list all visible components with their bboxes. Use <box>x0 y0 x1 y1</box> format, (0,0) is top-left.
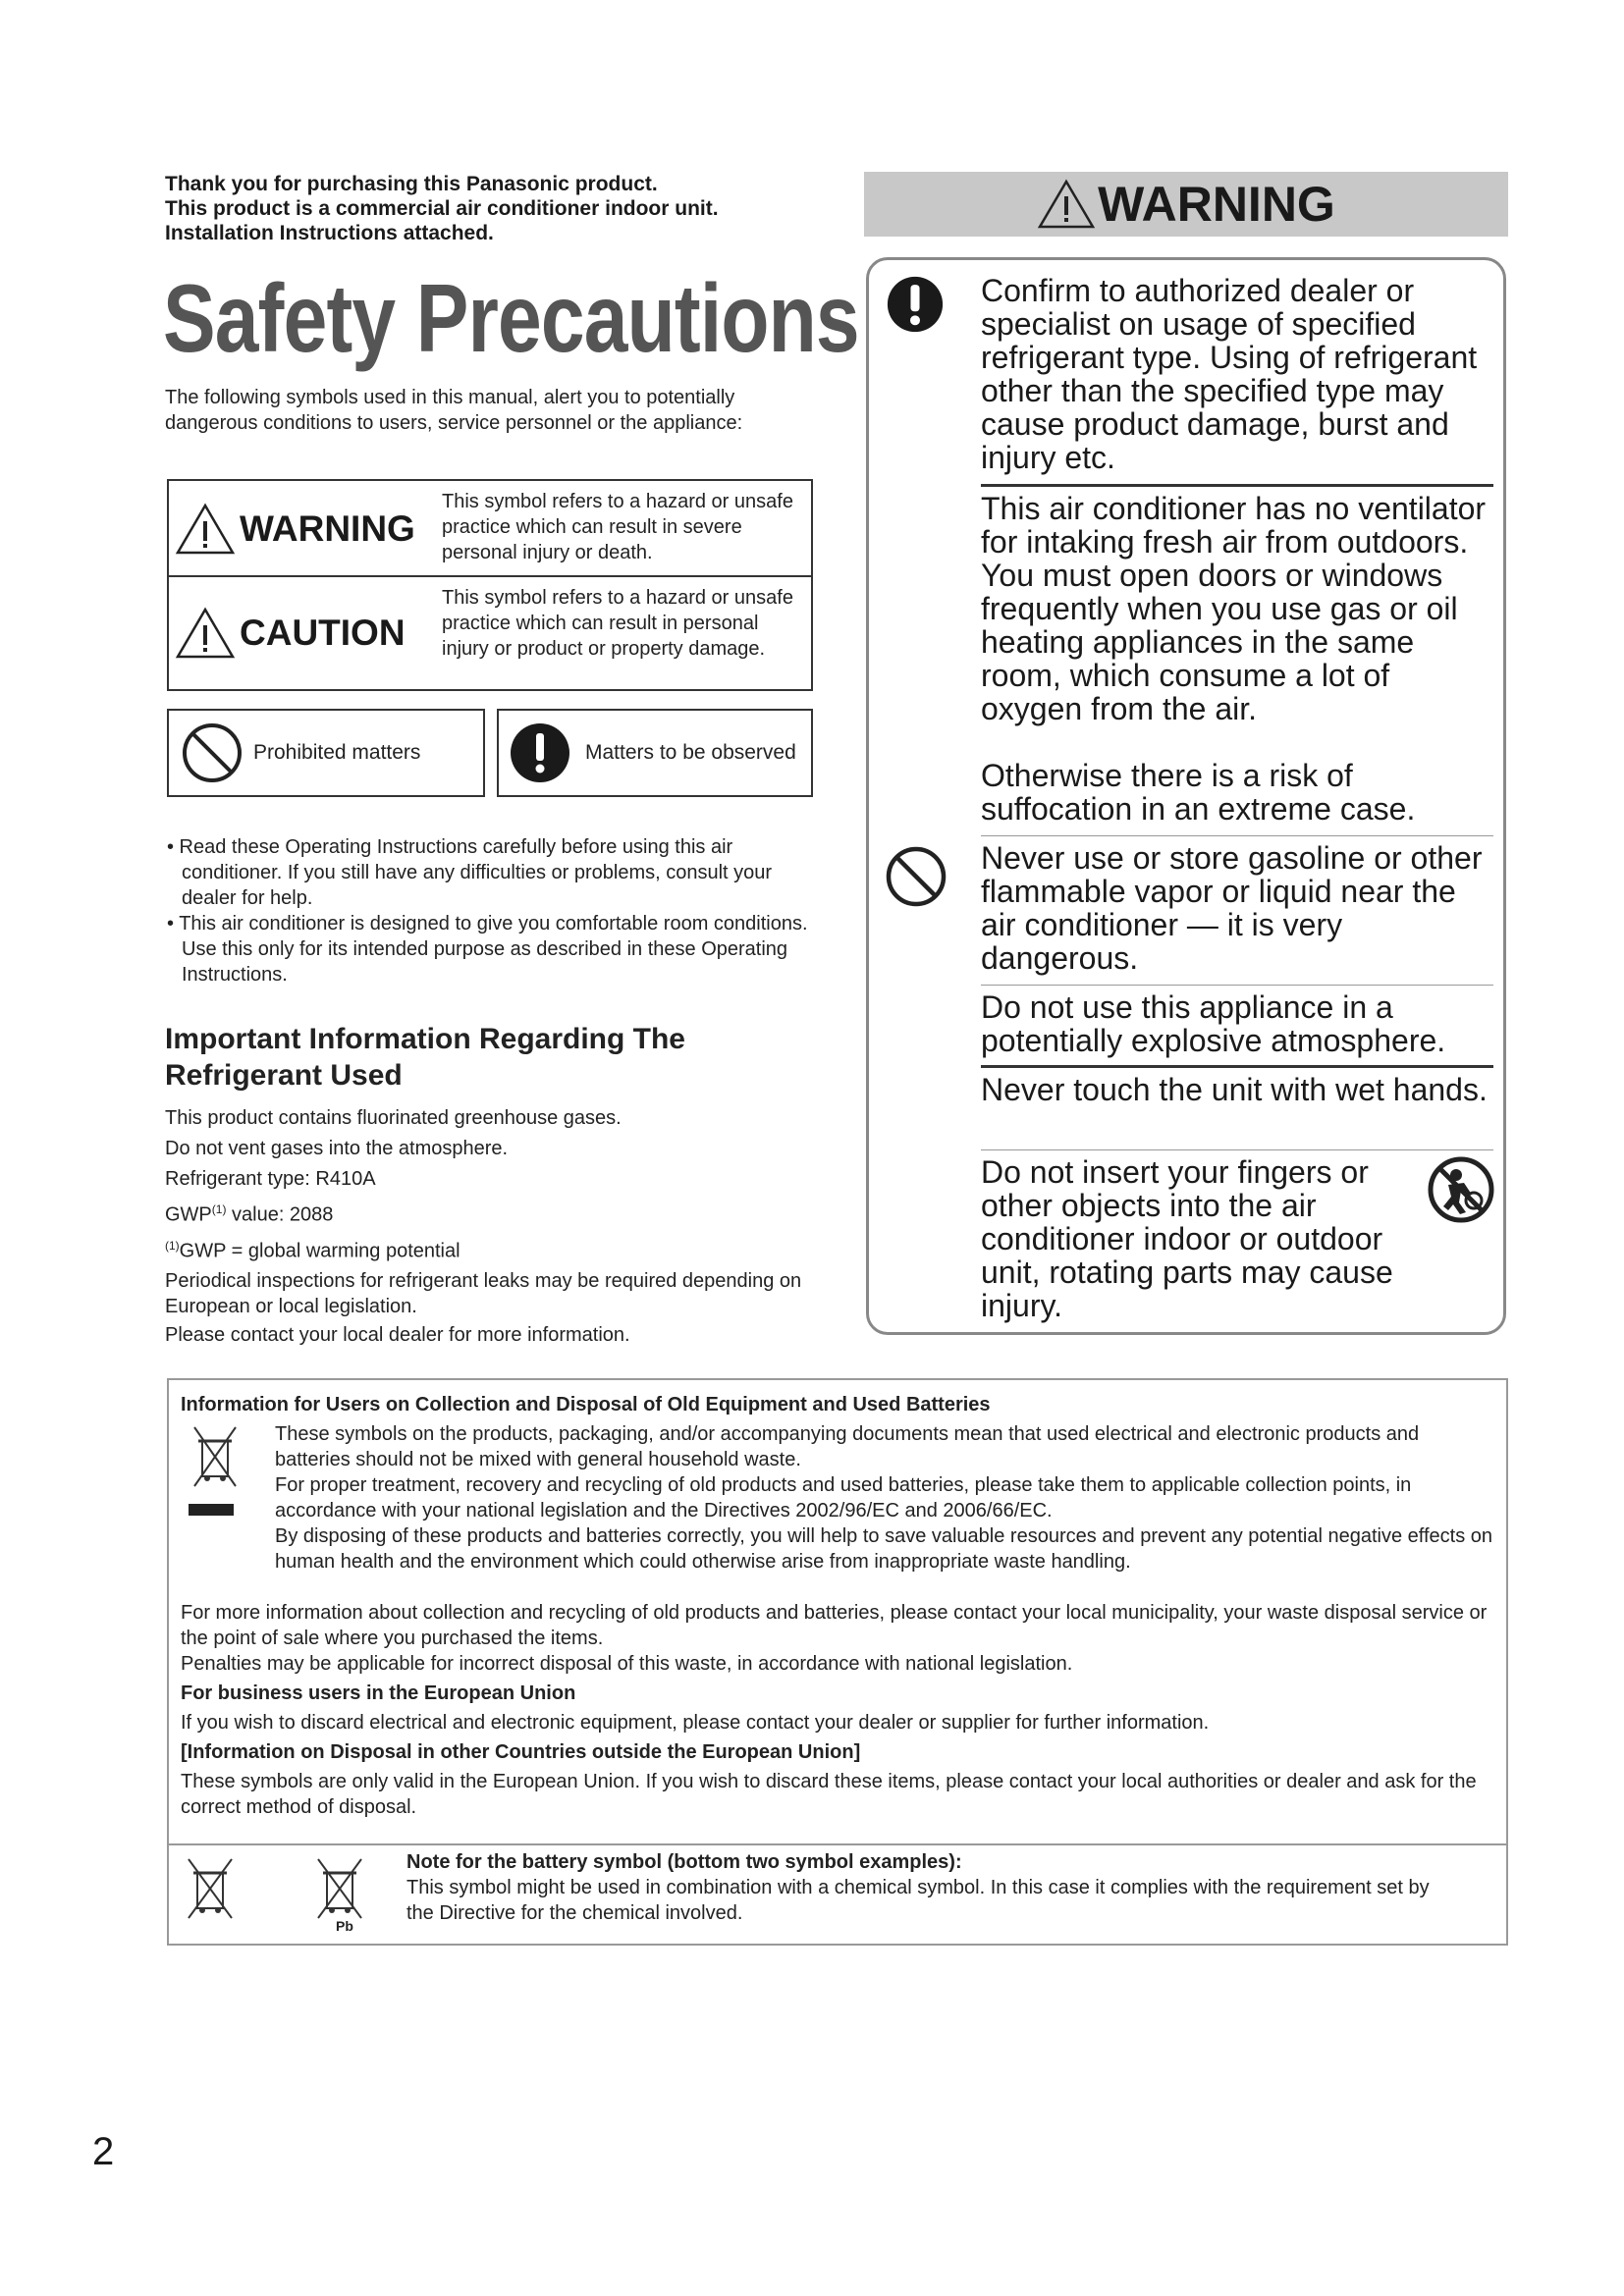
bullet-list <box>167 834 815 988</box>
outside-eu-heading: [Information on Disposal in other Countries outside the European Union] <box>181 1741 861 1763</box>
disposal-paragraph: Penalties may be applicable for incorrect disposal of this waste, in accordance with national legislation. <box>181 1653 1073 1675</box>
prohibited-icon <box>885 845 947 908</box>
gwp-number: value: 2088 <box>226 1203 334 1226</box>
warning-item: Never use or store gasoline or other flammable vapor or liquid near the air conditioner — it is very dangerous. <box>981 840 1483 976</box>
prohibited-label: Prohibited matters <box>253 741 421 764</box>
mandatory-icon <box>509 721 571 784</box>
list-item: • This air conditioner is designed to give you comfortable room conditions. Use this only for its intended purpose as described in these Operating Instructions. <box>167 913 808 986</box>
warning-label <box>175 503 415 556</box>
symbols-intro: The following symbols used in this manual, alert you to potentially dangerous conditions to users, service personnel or the appliance: <box>165 387 743 434</box>
battery-note-text: This symbol might be used in combination with a chemical symbol. In this case it complies with the requirement set by the Directive for the chemical involved. <box>406 1877 1430 1924</box>
gwp-footnote <box>165 1231 813 1267</box>
divider <box>981 985 1493 986</box>
page-title: Safety Precautions <box>163 264 859 372</box>
weee-bin-icon <box>181 1853 240 1924</box>
warning-heading <box>864 172 1508 237</box>
caution-row <box>169 575 811 691</box>
intro-line: Installation Instructions attached. <box>165 222 494 244</box>
observed-legend <box>497 709 813 797</box>
warning-label-text: WARNING <box>240 508 415 549</box>
divider <box>981 1149 1493 1150</box>
footnote-text: GWP = global warming potential <box>179 1240 460 1262</box>
disposal-paragraph: By disposing of these products and batteries correctly, you will help to save valuable resources and prevent any potential negative effects on human health and the environment which could otherwise arise from inappropriate waste handling. <box>275 1525 1492 1573</box>
warning-item: Never touch the unit with wet hands. <box>981 1072 1488 1107</box>
disposal-info-box <box>167 1378 1508 1946</box>
divider <box>981 1065 1493 1068</box>
warning-item: Otherwise there is a risk of suffocation in an extreme case. <box>981 758 1416 827</box>
observed-label: Matters to be observed <box>585 741 796 764</box>
divider <box>981 835 1493 836</box>
disposal-paragraph: For proper treatment, recovery and recycling of old products and used batteries, please take them to applicable collection points, in accordance with your national legislation and the Directives 2002/96/EC and 2006/66/EC. <box>275 1474 1412 1522</box>
intro-text <box>165 172 833 245</box>
warning-item: Confirm to authorized dealer or specialist on usage of specified refrigerant type. Using of refrigerant other than the specified type may cause product damage, burst and injury etc. <box>981 273 1478 475</box>
outside-eu-text: These symbols are only valid in the European Union. If you wish to discard these items, please contact your local authorities or dealer and ask for the correct method of disposal. <box>181 1771 1477 1818</box>
business-heading: For business users in the European Union <box>181 1682 576 1704</box>
disposal-heading: Information for Users on Collection and Disposal of Old Equipment and Used Batteries <box>181 1394 991 1415</box>
prohibited-icon <box>181 721 244 784</box>
refrigerant-info <box>165 1103 813 1347</box>
warning-item: This air conditioner has no ventilator for intaking fresh air from outdoors. You must open doors or windows frequently when you use gas or oil heating appliances in the same room, which consume a lot of oxygen from the air. <box>981 491 1487 726</box>
disposal-paragraph: For more information about collection and recycling of old products and batteries, please contact your local municipality, your waste disposal service or the point of sale where you purchased the items. <box>181 1602 1488 1649</box>
warning-description: This symbol refers to a hazard or unsafe practice which can result in severe personal injury or death. <box>442 491 793 563</box>
gwp-sup: (1) <box>211 1202 227 1216</box>
no-touch-rotating-parts-icon <box>1427 1155 1495 1224</box>
gwp-prefix: GWP <box>165 1203 212 1226</box>
battery-note-heading: Note for the battery symbol (bottom two symbol examples): <box>406 1851 962 1873</box>
intro-line: This product is a commercial air conditioner indoor unit. <box>165 197 719 220</box>
weee-bin-icon <box>183 1421 242 1529</box>
refrigerant-line: This product contains fluorinated greenhouse gases. <box>165 1107 622 1129</box>
business-text: If you wish to discard electrical and electronic equipment, please contact your dealer or supplier for further information. <box>181 1712 1210 1734</box>
refrigerant-line: Do not vent gases into the atmosphere. <box>165 1138 509 1159</box>
refrigerant-type: Refrigerant type: R410A <box>165 1168 376 1190</box>
warning-panel <box>866 257 1506 1335</box>
refrigerant-heading: Important Information Regarding The Refrigerant Used <box>165 1023 685 1092</box>
list-item: • Read these Operating Instructions carefully before using this air conditioner. If you still have any difficulties or problems, consult your dealer for help. <box>167 836 773 909</box>
caution-triangle-icon <box>175 607 236 660</box>
caution-label-text: CAUTION <box>240 613 406 653</box>
refrigerant-line: Please contact your local dealer for more information. <box>165 1324 630 1347</box>
page-number: 2 <box>92 2130 115 2173</box>
footnote-sup: (1) <box>165 1238 180 1253</box>
warning-row <box>169 481 811 585</box>
caution-label <box>175 607 406 660</box>
disposal-paragraph: These symbols on the products, packaging, and/or accompanying documents mean that used electrical and electronic products and batteries should not be mixed with general household waste. <box>275 1423 1420 1470</box>
warning-item: Do not use this appliance in a potentially explosive atmosphere. <box>981 989 1446 1058</box>
intro-line: Thank you for purchasing this Panasonic product. <box>165 173 658 195</box>
divider <box>169 1843 1506 1845</box>
symbol-table <box>167 479 813 691</box>
warning-item: Do not insert your fingers or other objects into the air conditioner indoor or outdoor unit, rotating parts may cause injury. <box>981 1154 1393 1323</box>
divider <box>981 484 1493 487</box>
mandatory-icon <box>887 276 944 333</box>
warning-triangle-icon <box>175 503 236 556</box>
weee-bin-icon <box>310 1853 369 1924</box>
warning-heading-text: WARNING <box>1098 177 1335 232</box>
caution-description: This symbol refers to a hazard or unsafe practice which can result in personal injury or product or property damage. <box>442 587 793 660</box>
pb-label: Pb <box>336 1918 353 1934</box>
prohibited-legend <box>167 709 485 797</box>
warning-triangle-icon <box>1037 179 1096 230</box>
gwp-value <box>165 1195 813 1231</box>
refrigerant-line: Periodical inspections for refrigerant leaks may be required depending on European or local legislation. <box>165 1270 802 1318</box>
